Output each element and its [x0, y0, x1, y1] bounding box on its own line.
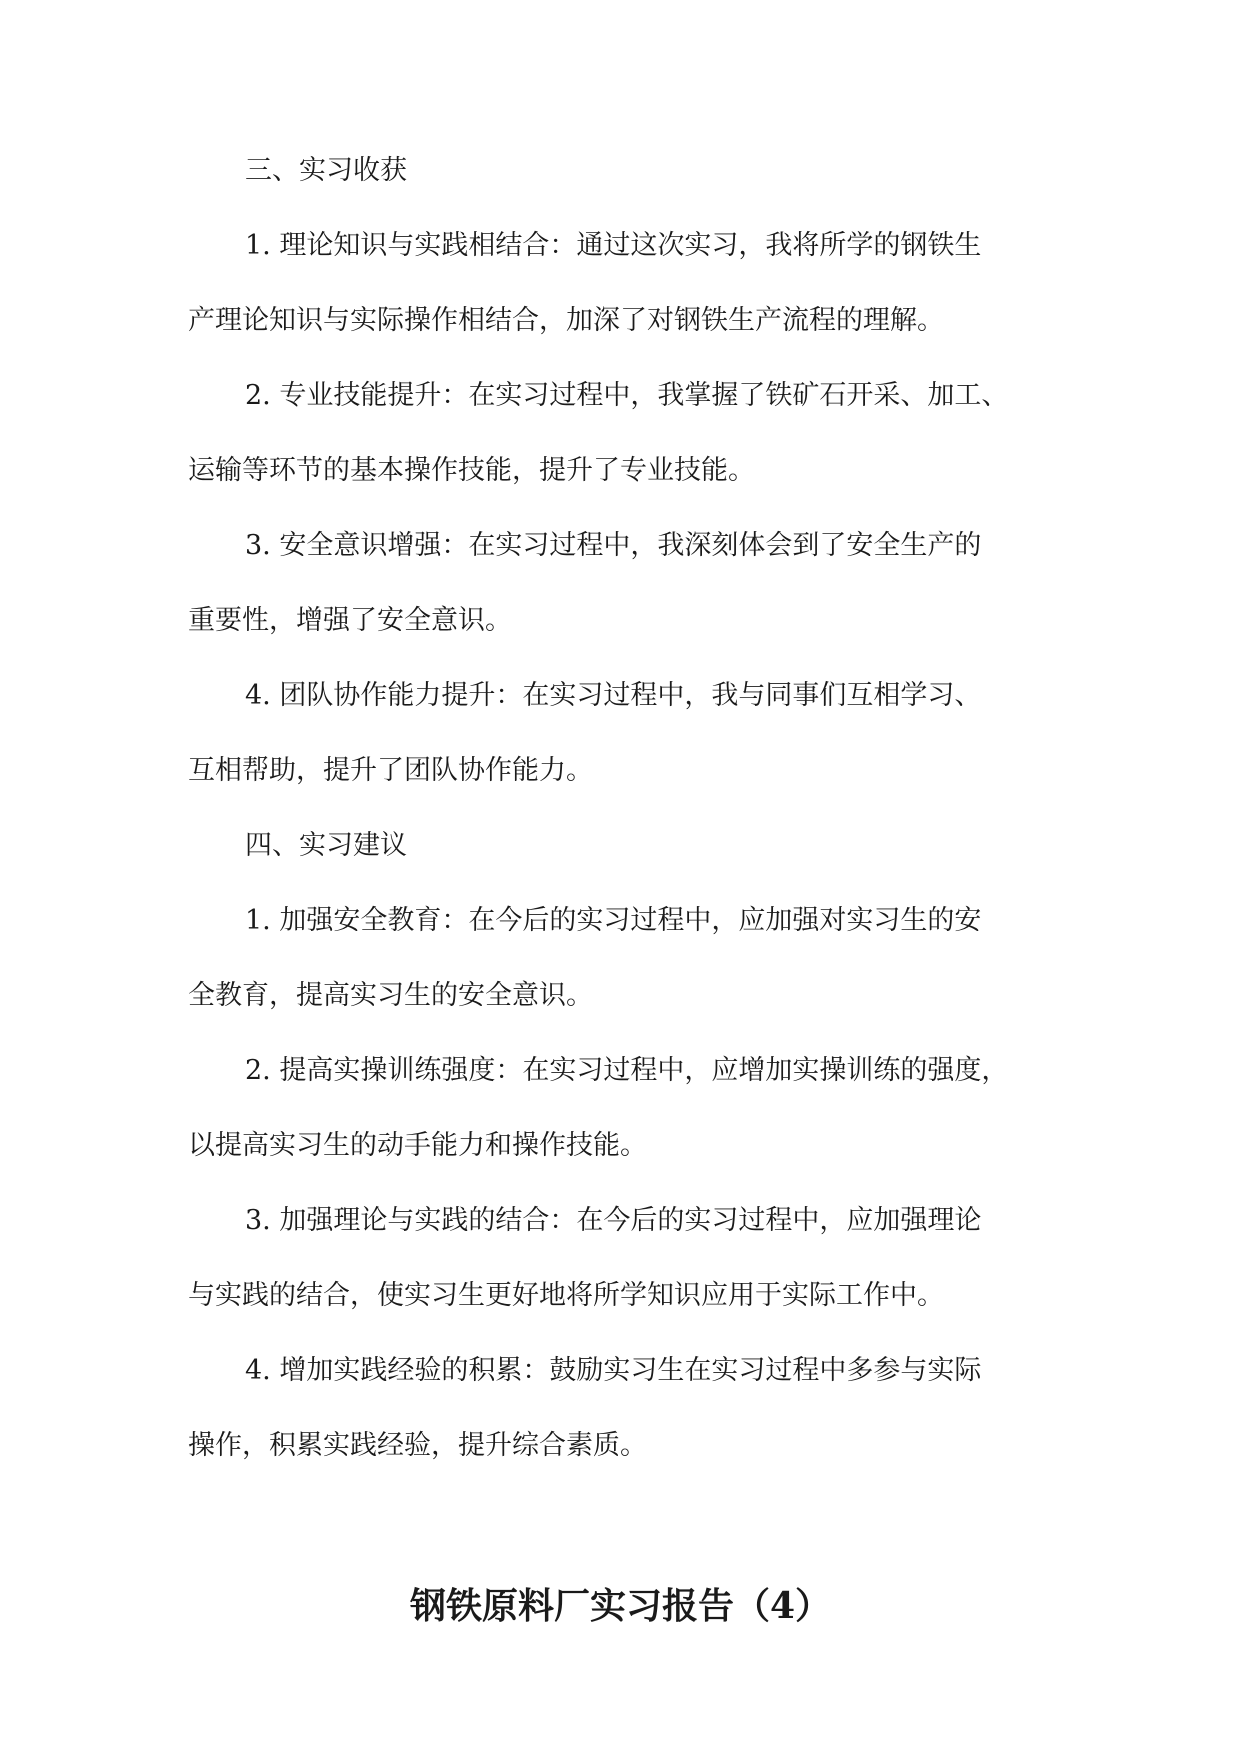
harvest-item-3-line-2: 重要性，增强了安全意识。	[188, 605, 512, 636]
suggestion-item-3-line-1: 3. 加强理论与实践的结合：在今后的实习过程中，应加强理论	[245, 1205, 982, 1236]
suggestion-item-2-line-2: 以提高实习生的动手能力和操作技能。	[188, 1130, 647, 1161]
harvest-item-1-line-2: 产理论知识与实际操作相结合，加深了对钢铁生产流程的理解。	[188, 305, 944, 336]
suggestion-item-4-line-1: 4. 增加实践经验的积累：鼓励实习生在实习过程中多参与实际	[245, 1355, 982, 1386]
suggestion-item-2-line-1: 2. 提高实操训练强度：在实习过程中，应增加实操训练的强度，	[245, 1055, 1009, 1086]
suggestion-item-4-line-2: 操作，积累实践经验，提升综合素质。	[188, 1430, 647, 1461]
harvest-item-1-line-1: 1. 理论知识与实践相结合：通过这次实习，我将所学的钢铁生	[245, 230, 982, 261]
next-report-title: 钢铁原料厂实习报告（4）	[409, 1585, 832, 1627]
harvest-item-2-line-1: 2. 专业技能提升：在实习过程中，我掌握了铁矿石开采、加工、	[245, 380, 1009, 411]
section-heading-harvest: 三、实习收获	[245, 155, 407, 186]
suggestion-item-1-line-2: 全教育，提高实习生的安全意识。	[188, 980, 593, 1011]
harvest-item-3-line-1: 3. 安全意识增强：在实习过程中，我深刻体会到了安全生产的	[245, 530, 982, 561]
suggestion-item-1-line-1: 1. 加强安全教育：在今后的实习过程中，应加强对实习生的安	[245, 905, 982, 936]
harvest-item-4-line-1: 4. 团队协作能力提升：在实习过程中，我与同事们互相学习、	[245, 680, 982, 711]
harvest-item-2-line-2: 运输等环节的基本操作技能，提升了专业技能。	[188, 455, 755, 486]
suggestion-item-3-line-2: 与实践的结合，使实习生更好地将所学知识应用于实际工作中。	[188, 1280, 944, 1311]
section-heading-suggestions: 四、实习建议	[245, 830, 407, 861]
harvest-item-4-line-2: 互相帮助，提升了团队协作能力。	[188, 755, 593, 786]
